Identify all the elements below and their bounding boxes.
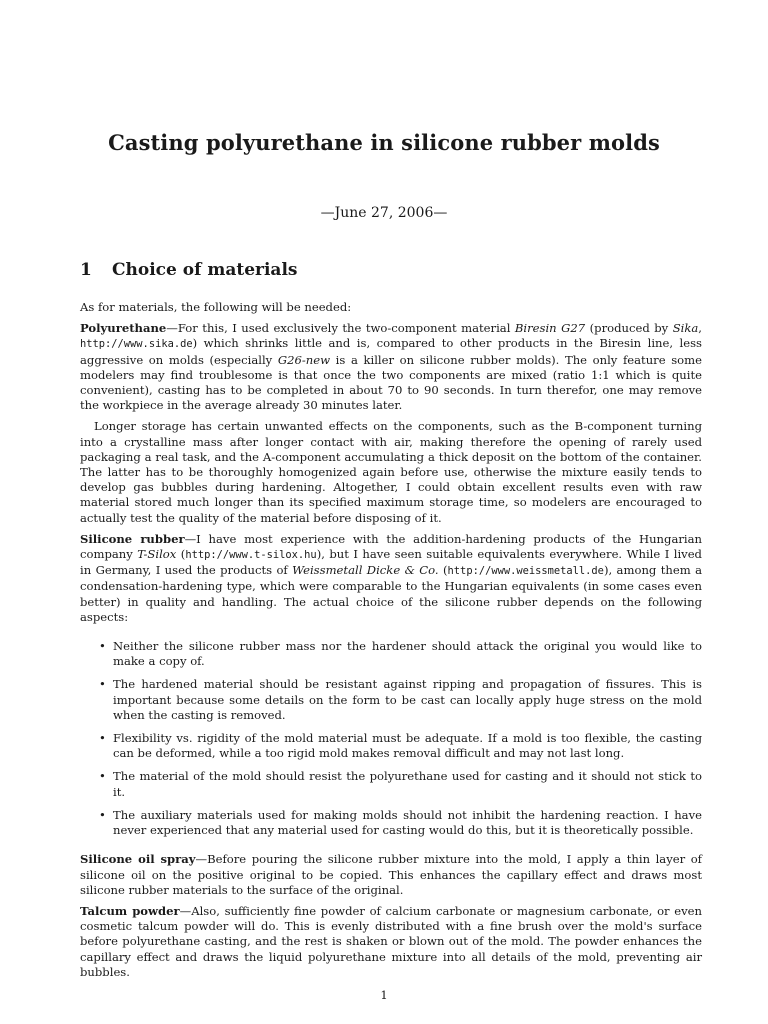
list-item <box>80 677 702 723</box>
page-number: 1 <box>380 988 388 1002</box>
silicone-rubber-text-2: ( <box>176 547 186 562</box>
silicone-oil-spray-text: —Before pouring the silicone rubber mixture into the mold, I apply a thin layer of silicone oil on the positive original to be copied. This enhances the capillary effect and draws most silicone rubber materials to the surface of the original. <box>80 852 702 897</box>
polyurethane-text-2: (produced by <box>585 321 673 336</box>
bullet-icon: • <box>99 639 106 654</box>
talcum-powder-term: Talcum powder <box>80 903 180 918</box>
list-item <box>80 769 702 799</box>
section-heading <box>80 260 297 280</box>
document-title: Casting polyurethane in silicone rubber molds <box>108 130 660 155</box>
silicone-rubber-text-1: —I have most experience with the addition-hardening products of the Hungarian company <box>80 531 702 562</box>
url-sika: http://www.sika.de <box>80 338 193 351</box>
list-item-text: Neither the silicone rubber mass nor the hardener should attack the original you would like to make a copy of. <box>113 639 702 669</box>
talcum-powder-text: —Also, sufficiently fine powder of calcium carbonate or magnesium carbonate, or even cosmetic talcum powder will do. This is evenly distributed with a fine brush over the mold's surface before polyurethane casting, and the rest is shaken or blown out of the mold. The powder enhances the capillary effect and draws the liquid polyurethane mixture into all details of the mold, preventing air bubbles. <box>80 903 702 979</box>
polyurethane-term: Polyurethane <box>80 321 167 336</box>
polyurethane-text-3: , <box>698 321 702 336</box>
document-date: —June 27, 2006— <box>320 205 448 221</box>
list-item <box>80 639 702 669</box>
polyurethane-text-4: ) which shrinks little and is, compared to other products in the Biresin line, less aggressive on molds (especially <box>80 336 702 367</box>
material-name: Biresin G27 <box>514 321 586 336</box>
bullet-icon: • <box>99 807 106 822</box>
list-item-text: The material of the mold should resist the polyurethane used for casting and it should not stick to it. <box>113 769 702 799</box>
section-body <box>80 300 702 986</box>
polyurethane-paragraph <box>80 321 702 413</box>
bullet-icon: • <box>99 731 106 746</box>
talcum-powder-paragraph <box>80 904 702 980</box>
silicone-rubber-term: Silicone rubber <box>80 531 185 546</box>
company-name-sika: Sika <box>672 321 699 336</box>
list-item-text: Flexibility vs. rigidity of the mold material must be adequate. If a mold is too flexible, the casting can be deformed, while a too rigid mold makes removal difficult and may not last long. <box>113 731 702 761</box>
section-number: 1 <box>80 260 92 280</box>
polyurethane-text-5: is a killer on silicone rubber molds). The only feature some modelers may find troublesome is that once the two components are mixed (ratio 1:1 which is quite convenient), casting has to be completed in about 70 to 90 seconds. In turn therefor, one may remove the workpiece in the average already 30 minutes later. <box>80 352 702 413</box>
product-name: G26-new <box>277 352 331 367</box>
intro-paragraph: As for materials, the following will be needed: <box>80 300 352 314</box>
url-tsilox: http://www.t-silox.hu <box>185 549 317 562</box>
aspects-list <box>80 639 702 838</box>
silicone-rubber-text-5: ), among them a condensation-hardening type, which were comparable to the Hungarian equivalents (in some cases even better) in quality and handling. The actual choice of the silicone rubber depends on the following aspects: <box>80 563 703 624</box>
url-weissmetall: http://www.weissmetall.de <box>447 565 604 578</box>
bullet-icon: • <box>99 769 106 784</box>
silicone-oil-spray-term: Silicone oil spray <box>80 852 196 867</box>
bullet-icon: • <box>99 677 106 692</box>
list-item-text: The auxiliary materials used for making molds should not inhibit the hardening reaction. I have never experienced that any material used for casting would do this, but it is theoretically possible. <box>113 807 702 838</box>
list-item <box>80 731 702 761</box>
company-name-weissmetall: Weissmetall Dicke & Co. <box>292 563 439 578</box>
silicone-oil-spray-paragraph <box>80 852 702 898</box>
section-title: Choice of materials <box>112 260 298 280</box>
list-item-text: The hardened material should be resistant against ripping and propagation of fissures. This is important because some details on the form to be cast can locally apply huge stress on the mold when the casting is removed. <box>113 677 702 722</box>
storage-paragraph: Longer storage has certain unwanted effects on the components, such as the B-component turning into a crystalline mass after longer contact with air, making therefore the opening of rarely used packaging a real task, and the A-component accumulating a thick deposit on the bottom of the container. The latter has to be thoroughly homogenized again before use, otherwise the mixture easily tends to develop gas bubbles during hardening. Altogether, I could obtain excellent results even with raw material stored much longer than its specified maximum storage time, so modelers are encouraged to actually test the quality of the material before disposing of it. <box>80 419 702 525</box>
silicone-rubber-text-4: ( <box>438 563 448 578</box>
silicone-rubber-text-3: ), but I have seen suitable equivalents everywhere. While I lived in Germany, I used the products of <box>80 547 702 578</box>
silicone-rubber-paragraph <box>80 532 702 625</box>
polyurethane-text-1: —For this, I used exclusively the two-component material <box>166 321 515 336</box>
company-name-tsilox: T-Silox <box>137 547 177 562</box>
list-item <box>80 808 702 838</box>
